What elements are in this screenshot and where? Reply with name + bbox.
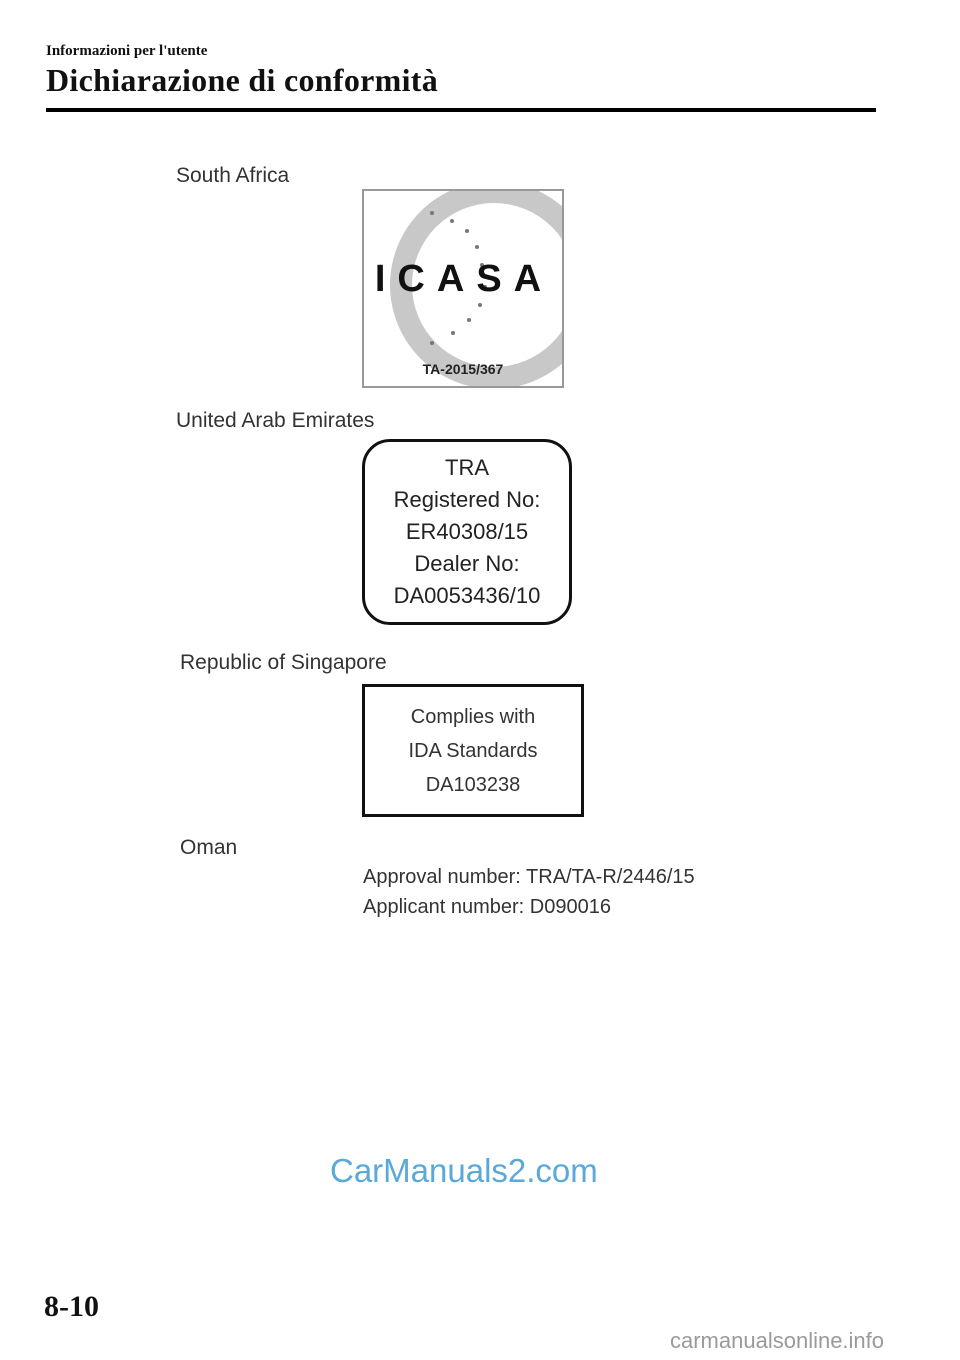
title-divider: [46, 108, 876, 112]
oman-applicant-number: Applicant number: D090016: [363, 896, 611, 918]
page-number: 8-10: [44, 1290, 99, 1323]
country-label-uae: United Arab Emirates: [176, 409, 375, 432]
icasa-certification-mark: [362, 189, 564, 388]
tra-line: Registered No:: [393, 487, 541, 512]
ida-line: IDA Standards: [408, 739, 538, 762]
icasa-certificate-number: TA-2015/367: [422, 361, 504, 377]
tra-registration-label: [362, 439, 572, 625]
country-label-oman: Oman: [180, 836, 238, 859]
tra-line: ER40308/15: [405, 519, 529, 544]
ida-compliance-label: [362, 684, 584, 817]
footer-site-text: carmanualsonline.info: [670, 1328, 885, 1353]
ida-line: Complies with: [410, 705, 536, 728]
icasa-logo: [364, 191, 562, 386]
country-label-singapore: Republic of Singapore: [180, 651, 387, 674]
icasa-logo-text: ICASA: [374, 258, 554, 300]
tra-line: TRA: [445, 455, 489, 480]
tra-line: DA0053436/10: [393, 583, 541, 608]
oman-approval-number: Approval number: TRA/TA-R/2446/15: [363, 866, 695, 888]
ida-line: DA103238: [425, 773, 521, 796]
tra-line: Dealer No:: [414, 551, 520, 576]
country-label-south-africa: South Africa: [176, 164, 290, 187]
page-title: Dichiarazione di conformità: [46, 62, 439, 98]
section-label: Informazioni per l'utente: [46, 43, 208, 59]
watermark-text: CarManuals2.com: [330, 1152, 598, 1189]
